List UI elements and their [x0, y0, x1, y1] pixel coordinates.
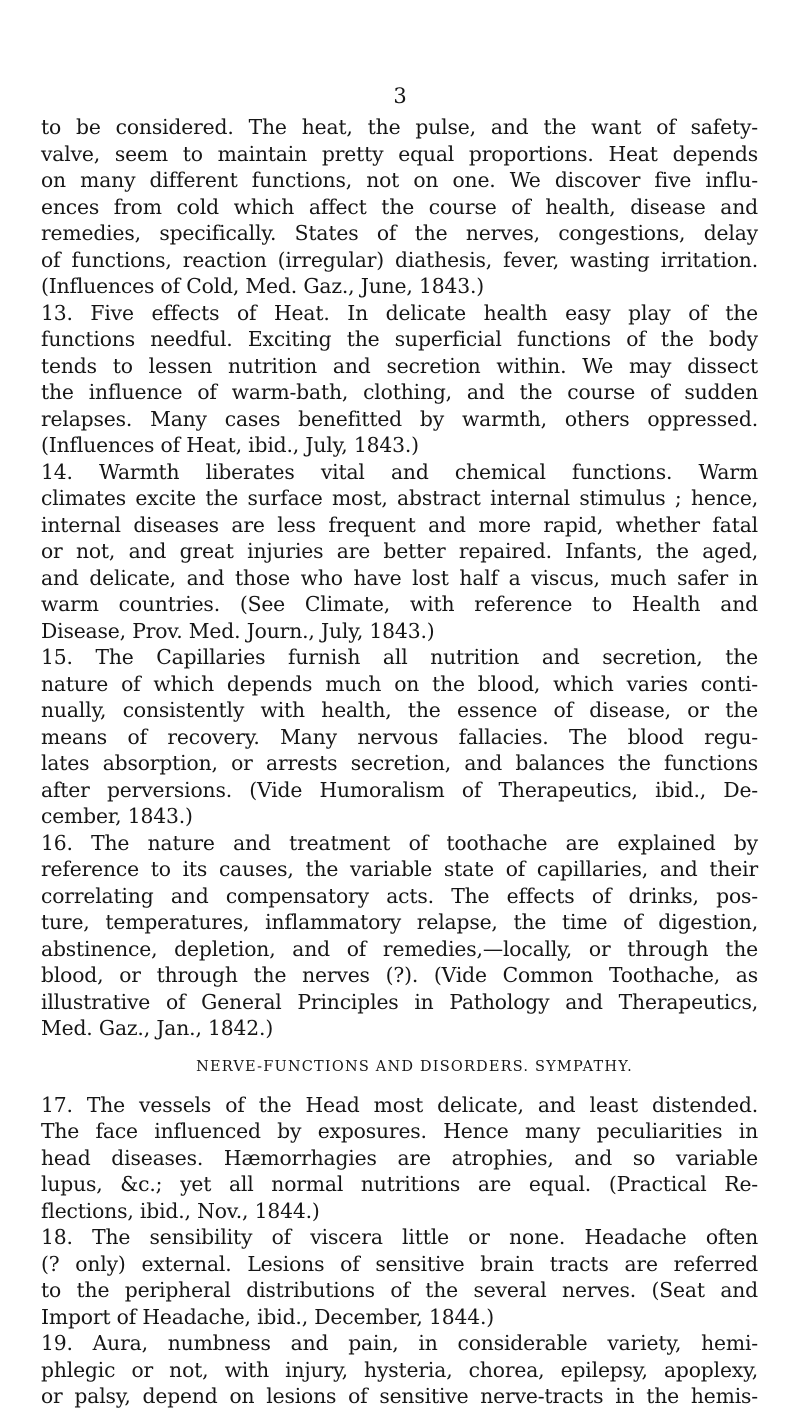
text-line: 14. Warmth liberates vital and chemical functions. Warm — [41, 459, 758, 484]
text-line: reference to its causes, the variable state of capillaries, and their — [41, 857, 758, 881]
text-line: (Influences of Heat, ibid., July, 1843.) — [41, 433, 419, 457]
text-line: flections, ibid., Nov., 1844.) — [41, 1198, 320, 1223]
text-line: warm countries. (See Climate, with reference to Health and — [41, 592, 758, 616]
text-line: abstinence, depletion, and of remedies,—locally, or through the — [41, 936, 758, 961]
text-line: to be considered. The heat, the pulse, and the want of safety- — [41, 115, 758, 139]
text-line: lates absorption, or arrests secretion, and balances the functions — [41, 751, 758, 775]
text-line: of functions, reaction (irregular) diathesis, fever, wasting irritation. — [41, 247, 758, 272]
text-line: nually, consistently with health, the essence of disease, or the — [41, 698, 758, 722]
text-line: Import of Headache, ibid., December, 1844.) — [41, 1304, 495, 1329]
text-line: ences from cold which affect the course of health, disease and — [41, 194, 758, 219]
section-body-1 — [41, 114, 758, 1042]
text-line: Disease, Prov. Med. Journ., July, 1843.) — [41, 618, 435, 643]
text-line: after perversions. (Vide Humoralism of Therapeutics, ibid., De- — [41, 777, 758, 802]
text-line: valve, seem to maintain pretty equal proportions. Heat depends — [41, 141, 758, 166]
text-line: 17. The vessels of the Head most delicate, and least distended. — [41, 1092, 758, 1117]
text-line: head diseases. Hæmorrhagies are atrophies, and so variable — [41, 1145, 758, 1170]
text-line: to the peripheral distributions of the several nerves. (Seat and — [41, 1278, 758, 1302]
text-line: phlegic or not, with injury, hysteria, chorea, epilepsy, apoplexy, — [41, 1357, 758, 1382]
text-line: and delicate, and those who have lost half a viscus, much safer in — [41, 565, 758, 590]
text-line: 13. Five effects of Heat. In delicate health easy play of the — [41, 300, 758, 325]
text-line: tends to lessen nutrition and secretion within. We may dissect — [41, 353, 758, 378]
text-line: Med. Gaz., Jan., 1842.) — [41, 1016, 274, 1040]
text-line: nature of which depends much on the blood, which varies conti- — [41, 671, 758, 696]
text-line: remedies, specifically. States of the nerves, congestions, delay — [41, 221, 758, 245]
section-heading: NERVE-FUNCTIONS AND DISORDERS. SYMPATHY. — [196, 1058, 633, 1075]
text-line: functions needful. Exciting the superficial functions of the body — [41, 327, 758, 351]
text-line: ture, temperatures, inflammatory relapse, the time of digestion, — [41, 910, 758, 934]
text-line: (Influences of Cold, Med. Gaz., June, 1843.) — [41, 274, 485, 298]
text-line: climates excite the surface most, abstract internal stimulus ; hence, — [41, 486, 758, 510]
section-body-2 — [41, 1092, 758, 1410]
text-line: or palsy, depend on lesions of sensitive nerve-tracts in the hemis- — [41, 1384, 758, 1408]
text-line: cember, 1843.) — [41, 804, 193, 828]
text-line: lupus, &c.; yet all normal nutritions are equal. (Practical Re- — [41, 1172, 758, 1196]
text-line: relapses. Many cases benefitted by warmth, others oppressed. — [41, 406, 758, 431]
text-line: The face influenced by exposures. Hence many peculiarities in — [41, 1119, 758, 1143]
text-line: correlating and compensatory acts. The effects of drinks, pos- — [41, 883, 758, 908]
text-line: 19. Aura, numbness and pain, in considerable variety, hemi- — [41, 1331, 758, 1355]
text-line: blood, or through the nerves (?). (Vide Common Toothache, as — [41, 963, 758, 987]
text-line: internal diseases are less frequent and more rapid, whether fatal — [41, 512, 758, 537]
text-line: 15. The Capillaries furnish all nutrition and secretion, the — [41, 645, 758, 669]
text-line: means of recovery. Many nervous fallacies. The blood regu- — [41, 724, 758, 749]
page-number: 3 — [393, 84, 407, 108]
text-line: 16. The nature and treatment of toothache are explained by — [41, 830, 758, 855]
text-line: (? only) external. Lesions of sensitive brain tracts are referred — [41, 1251, 758, 1276]
text-line: illustrative of General Principles in Pathology and Therapeutics, — [41, 989, 758, 1014]
text-line: 18. The sensibility of viscera little or none. Headache often — [41, 1225, 758, 1249]
text-line: on many different functions, not on one. We discover five influ- — [41, 168, 758, 192]
text-line: the influence of warm-bath, clothing, and the course of sudden — [41, 380, 758, 404]
text-line: or not, and great injuries are better repaired. Infants, the aged, — [41, 539, 758, 563]
